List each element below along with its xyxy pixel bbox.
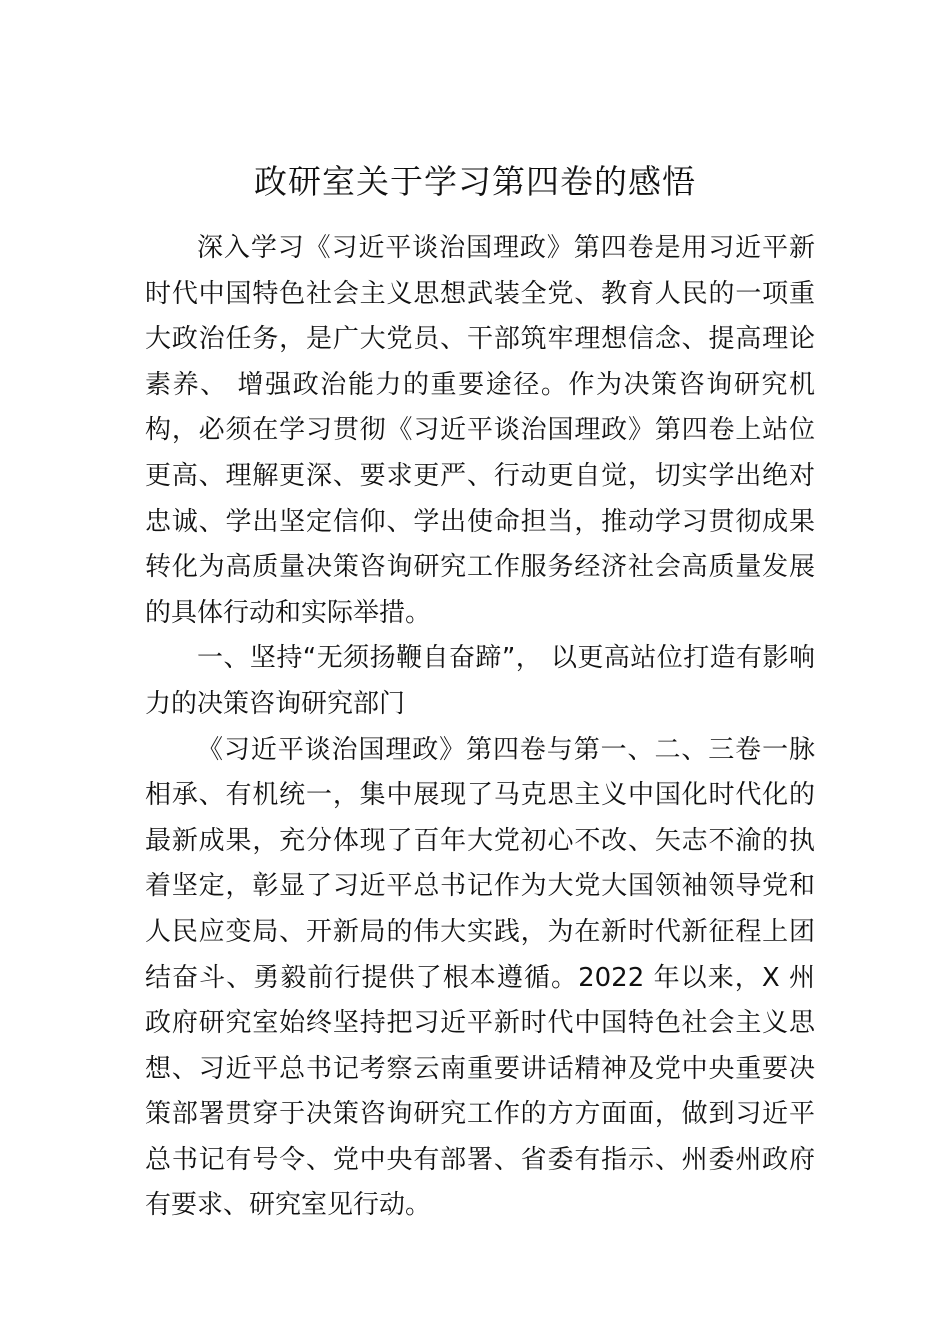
intro-paragraph: 深入学习《习近平谈治国理政》第四卷是用习近平新时代中国特色社会主义思想武装全党、教育人民的一项重大政治任务，是广大党员、干部筑牢理想信念、提高理论素养、 增强政治能力的重要途径。作为决策咨询研究机构，必须在学习贯彻《习近平谈治国理政》第四卷上站位更高、理解更深、要求更严、行动更自觉，切实学出绝对忠诚、学出坚定信仰、学出使命担当，推动学习贯彻成果转化为高质量决策咨询研究工作服务经济社会高质量发展的具体行动和实际举措。 [145, 233, 815, 628]
section-heading: 一、坚持“无须扬鞭自奋蹄”， 以更高站位打造有影响力的决策咨询研究部门 [145, 643, 815, 719]
document-body [145, 226, 815, 1229]
body-paragraph: 《习近平谈治国理政》第四卷与第一、二、三卷一脉相承、有机统一，集中展现了马克思主义中国化时代化的最新成果，充分体现了百年大党初心不改、矢志不渝的执着坚定，彰显了习近平总书记作为大党大国领袖领导党和人民应变局、开新局的伟大实践，为在新时代新征程上团结奋斗、勇毅前行提供了根本遵循。2022 年以来，X 州政府研究室始终坚持把习近平新时代中国特色社会主义思想、习近平总书记考察云南重要讲话精神及党中央重要决策部署贯穿于决策咨询研究工作的方方面面，做到习近平总书记有号令、党中央有部署、省委有指示、州委州政府有要求、研究室见行动。 [145, 734, 815, 1221]
document-title: 政研室关于学习第四卷的感悟 [254, 162, 696, 201]
